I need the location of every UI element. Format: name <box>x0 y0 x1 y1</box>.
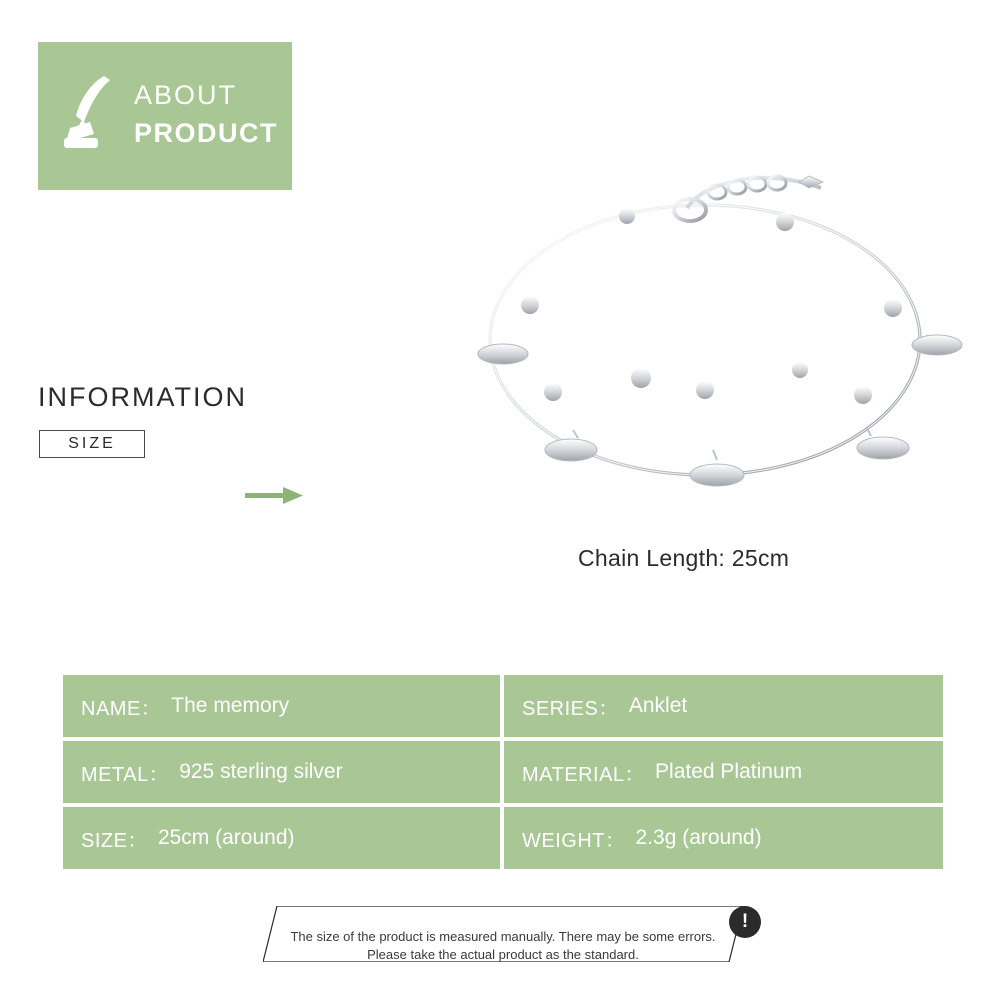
note-text <box>283 928 723 964</box>
spec-key: NAME： <box>81 697 162 720</box>
spec-cell-weight <box>504 807 943 869</box>
exclamation-icon: ! <box>729 906 761 938</box>
note-line-2: Please take the actual product as the standard. <box>367 947 639 962</box>
spec-key: SERIES： <box>522 697 619 720</box>
spec-cell-series <box>504 675 943 737</box>
banner-dashed-divider <box>100 192 300 195</box>
spec-key: WEIGHT： <box>522 829 626 852</box>
spec-key: MATERIAL： <box>522 763 646 786</box>
arrow-right-icon <box>245 487 303 505</box>
spec-value: Anklet <box>628 694 688 717</box>
spec-cell-size <box>63 807 500 869</box>
spec-value: 25cm (around) <box>157 826 295 849</box>
spec-value: 2.3g (around) <box>635 826 762 849</box>
about-product-banner <box>38 42 292 190</box>
measurement-disclaimer <box>263 906 753 968</box>
table-row <box>63 807 943 869</box>
specification-table <box>63 675 943 869</box>
information-heading: INFORMATION <box>38 382 247 412</box>
spec-cell-metal <box>63 741 500 803</box>
table-row <box>63 675 943 737</box>
table-row <box>63 741 943 803</box>
quill-pen-icon <box>60 72 122 152</box>
about-product-text <box>134 76 278 152</box>
note-line-1: The size of the product is measured manually. There may be some errors. <box>290 929 716 944</box>
spec-value: 925 sterling silver <box>179 760 343 783</box>
product-image <box>455 130 985 550</box>
spec-key: SIZE： <box>81 829 148 852</box>
about-line-2: PRODUCT <box>134 118 278 148</box>
about-line-1: ABOUT <box>134 80 238 110</box>
spec-value: Plated Platinum <box>655 760 803 783</box>
size-label-text: SIZE <box>68 435 116 452</box>
spec-cell-name <box>63 675 500 737</box>
spec-value: The memory <box>171 694 290 717</box>
chain-length-caption: Chain Length: 25cm <box>578 545 790 571</box>
spec-cell-material <box>504 741 943 803</box>
size-label-box <box>39 430 145 458</box>
spec-key: METAL： <box>81 763 170 786</box>
